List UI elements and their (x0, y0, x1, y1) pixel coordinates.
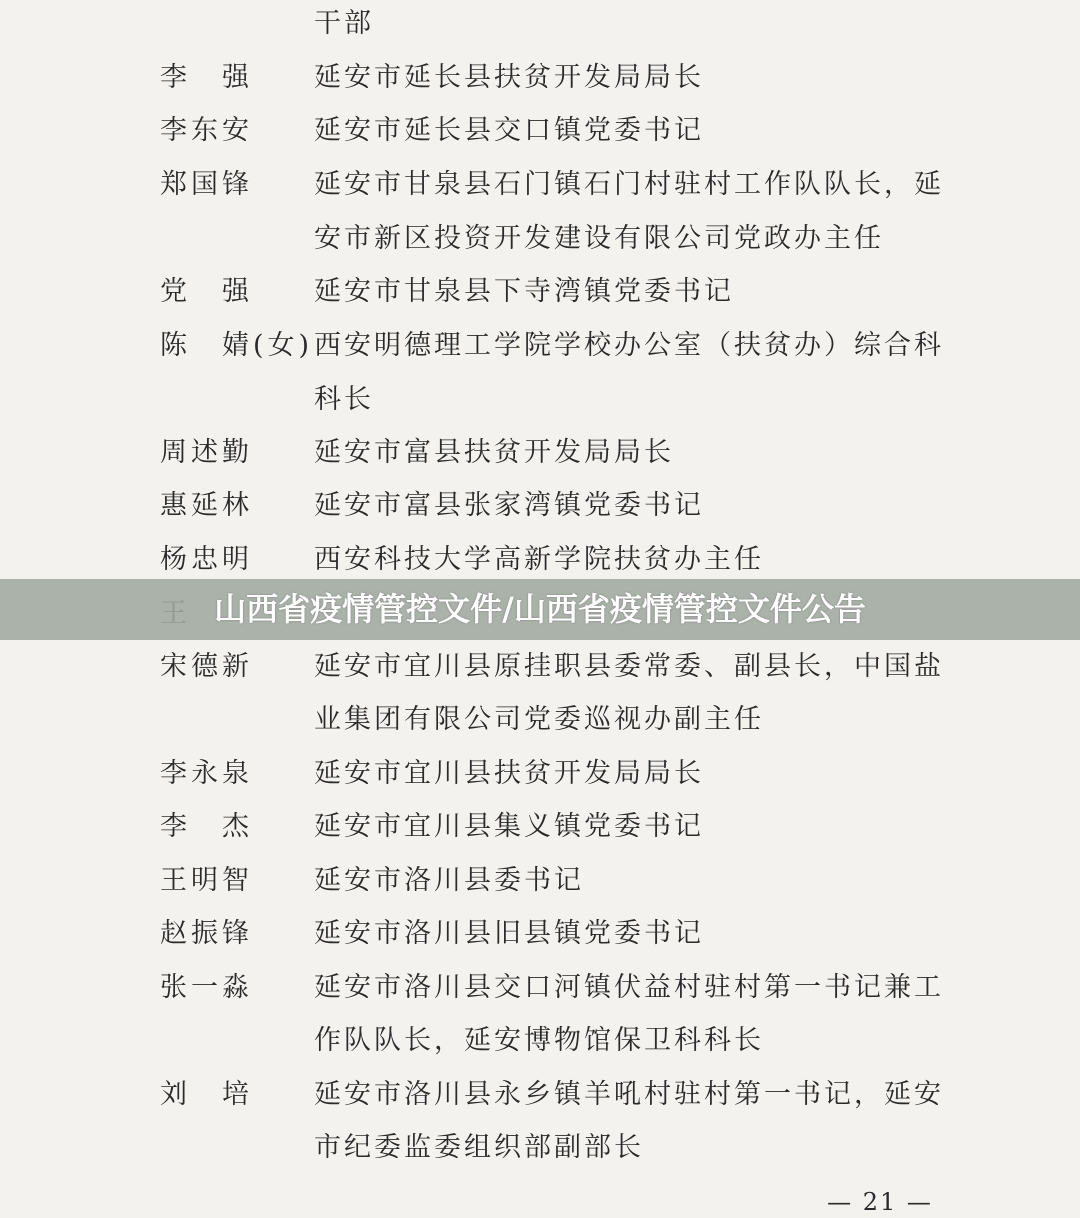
position-text: 延安市富县张家湾镇党委书记 (314, 490, 704, 521)
position-text-continued: 业集团有限公司党委巡视办副主任 (314, 704, 764, 735)
person-name: 杨忠明 (160, 544, 253, 575)
position-text-continued: 作队队长，延安博物馆保卫科科长 (314, 1025, 764, 1056)
person-name: 周述勤 (160, 437, 253, 468)
position-text: 延安市洛川县交口河镇伏益村驻村第一书记兼工 (314, 972, 944, 1003)
page-number: — 21 — (827, 1188, 933, 1216)
person-name: 刘 培 (160, 1079, 253, 1110)
position-text: 延安市延长县交口镇党委书记 (314, 115, 704, 146)
position-text: 延安市富县扶贫开发局局长 (314, 437, 674, 468)
position-text: 西安明德理工学院学校办公室（扶贫办）综合科 (314, 330, 944, 361)
person-name: 惠延林 (160, 490, 253, 521)
position-text: 延安市宜川县扶贫开发局局长 (314, 758, 704, 789)
person-name: 赵振锋 (160, 918, 253, 949)
person-name: 李东安 (160, 115, 253, 146)
position-text: 西安科技大学高新学院扶贫办主任 (314, 544, 764, 575)
position-text: 延安市宜川县集义镇党委书记 (314, 811, 704, 842)
position-text: 延安市甘泉县石门镇石门村驻村工作队队长，延 (314, 169, 944, 200)
person-name: 李 杰 (160, 811, 253, 842)
position-text: 延安市洛川县永乡镇羊吼村驻村第一书记，延安 (314, 1079, 944, 1110)
position-text: 延安市洛川县旧县镇党委书记 (314, 918, 704, 949)
person-name: 郑国锋 (160, 169, 253, 200)
position-text-continued: 科长 (314, 384, 374, 415)
position-text: 延安市洛川县委书记 (314, 865, 584, 896)
position-text: 延安市甘泉县下寺湾镇党委书记 (314, 276, 734, 307)
position-text-continued: 市纪委监委组织部副部长 (314, 1132, 644, 1163)
person-name: 党 强 (160, 276, 253, 307)
position-text: 延安市延长县扶贫开发局局长 (314, 62, 704, 93)
person-name: 宋德新 (160, 651, 253, 682)
position-text-continued: 安市新区投资开发建设有限公司党政办主任 (314, 223, 884, 254)
title-banner (0, 579, 1080, 640)
position-text: 干部 (314, 8, 374, 39)
position-text: 延安市宜川县原挂职县委常委、副县长，中国盐 (314, 651, 944, 682)
person-name: 陈 婧(女) (160, 330, 314, 361)
person-name: 李 强 (160, 62, 253, 93)
person-name: 王明智 (160, 865, 253, 896)
person-name: 张一淼 (160, 972, 253, 1003)
person-name: 李永泉 (160, 758, 253, 789)
banner-title: 山西省疫情管控文件/山西省疫情管控文件公告 (214, 590, 866, 628)
